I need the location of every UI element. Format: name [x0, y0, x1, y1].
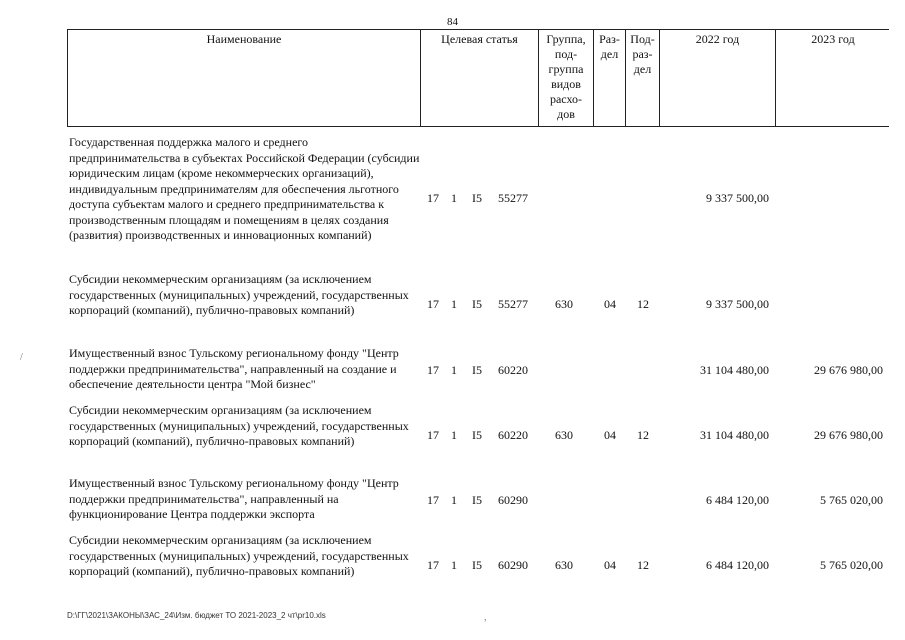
amount-2022: 9 337 500,00 [706, 191, 769, 205]
target-code-4: 55277 [498, 297, 528, 311]
row-name: Государственная поддержка малого и среднего предпринимательства в субъектах Российской Федерации (субсидии юридическим лицам (кроме некоммерческих организаций), индивидуальным предпринимателям для обеспечения льготного доступа субъектам малого и среднего предпринимательства к производственным площадям и помещениям в целях создания (развития) производственных и инновационных компаний) [69, 135, 420, 242]
expense-group: 630 [555, 428, 573, 442]
section: 04 [604, 297, 616, 311]
amount-2023: 29 676 980,00 [814, 428, 883, 442]
target-code-3: I5 [472, 297, 482, 311]
target-code-1: 17 [427, 363, 439, 377]
scan-mark: , [484, 612, 487, 623]
row-name: Имущественный взнос Тульскому региональному фонду "Центр поддержки предпринимательства", направленный на функционирование Центра поддержки экспорта [69, 476, 399, 521]
subsection: 12 [637, 297, 649, 311]
amount-2022: 9 337 500,00 [706, 297, 769, 311]
target-code-1: 17 [427, 493, 439, 507]
target-code-3: I5 [472, 428, 482, 442]
target-code-3: I5 [472, 191, 482, 205]
amount-2022: 6 484 120,00 [706, 493, 769, 507]
target-code-2: 1 [451, 297, 457, 311]
target-code-2: 1 [451, 493, 457, 507]
header-subsection [625, 30, 659, 126]
table-row [67, 476, 889, 526]
file-path-footer: D:\ГГ\2021\ЗАКОНЫ\ЗАС_24\Изм. бюджет ТО 2021-2023_2 чт\pr10.xls [67, 611, 326, 620]
amount-2022: 31 104 480,00 [700, 428, 769, 442]
header-subsection-line: раз- [632, 47, 653, 61]
expense-group: 630 [555, 297, 573, 311]
header-target-article: Целевая статья [420, 30, 538, 126]
amount-2023: 5 765 020,00 [820, 493, 883, 507]
subsection: 12 [637, 558, 649, 572]
header-section [593, 30, 625, 126]
table-row [67, 346, 889, 396]
target-code-4: 55277 [498, 191, 528, 205]
header-subsection-line: Под- [630, 32, 655, 46]
amount-2023: 5 765 020,00 [820, 558, 883, 572]
header-group-line: Группа, [546, 32, 586, 46]
target-code-3: I5 [472, 493, 482, 507]
target-code-3: I5 [472, 363, 482, 377]
header-section-line: Раз- [599, 32, 620, 46]
header-name: Наименование [206, 32, 282, 46]
target-code-4: 60290 [498, 493, 528, 507]
table-row [67, 135, 889, 263]
table-row [67, 403, 889, 467]
page-number: 84 [447, 16, 458, 28]
header-year-2023: 2023 год [775, 30, 890, 126]
section: 04 [604, 428, 616, 442]
amount-2022: 31 104 480,00 [700, 363, 769, 377]
header-expense-group [538, 30, 593, 126]
row-name: Имущественный взнос Тульскому региональному фонду "Центр поддержки предпринимательства", направленный на создание и обеспечение деятельности центра "Мой бизнес" [69, 346, 399, 391]
header-group-line: видов [551, 77, 581, 91]
header-year-2022: 2022 год [659, 30, 775, 126]
target-code-1: 17 [427, 297, 439, 311]
row-name: Субсидии некоммерческим организациям (за исключением государственных (муниципальных) учреждений, государственных корпораций (компаний), публично-правовых компаний) [69, 533, 409, 578]
target-code-4: 60220 [498, 428, 528, 442]
table-row [67, 533, 889, 597]
target-code-4: 60290 [498, 558, 528, 572]
section: 04 [604, 558, 616, 572]
header-group-line: расхо- [549, 92, 583, 106]
target-code-1: 17 [427, 558, 439, 572]
expense-group: 630 [555, 558, 573, 572]
subsection: 12 [637, 428, 649, 442]
target-code-2: 1 [451, 428, 457, 442]
target-code-2: 1 [451, 363, 457, 377]
target-code-1: 17 [427, 191, 439, 205]
amount-2022: 6 484 120,00 [706, 558, 769, 572]
header-section-line: дел [600, 47, 619, 61]
header-subsection-line: дел [633, 62, 652, 76]
target-code-2: 1 [451, 558, 457, 572]
header-group-line: дов [557, 107, 575, 121]
scan-mark: / [20, 352, 23, 363]
header-group-line: под- [554, 47, 578, 61]
target-code-3: I5 [472, 558, 482, 572]
target-code-1: 17 [427, 428, 439, 442]
row-name: Субсидии некоммерческим организациям (за исключением государственных (муниципальных) учреждений, государственных корпораций (компаний), публично-правовых компаний) [69, 272, 409, 317]
amount-2023: 29 676 980,00 [814, 363, 883, 377]
table-row [67, 272, 889, 336]
table-header [67, 29, 889, 127]
header-group-line: группа [548, 62, 584, 76]
row-name: Субсидии некоммерческим организациям (за исключением государственных (муниципальных) учреждений, государственных корпораций (компаний), публично-правовых компаний) [69, 403, 409, 448]
target-code-2: 1 [451, 191, 457, 205]
target-code-4: 60220 [498, 363, 528, 377]
